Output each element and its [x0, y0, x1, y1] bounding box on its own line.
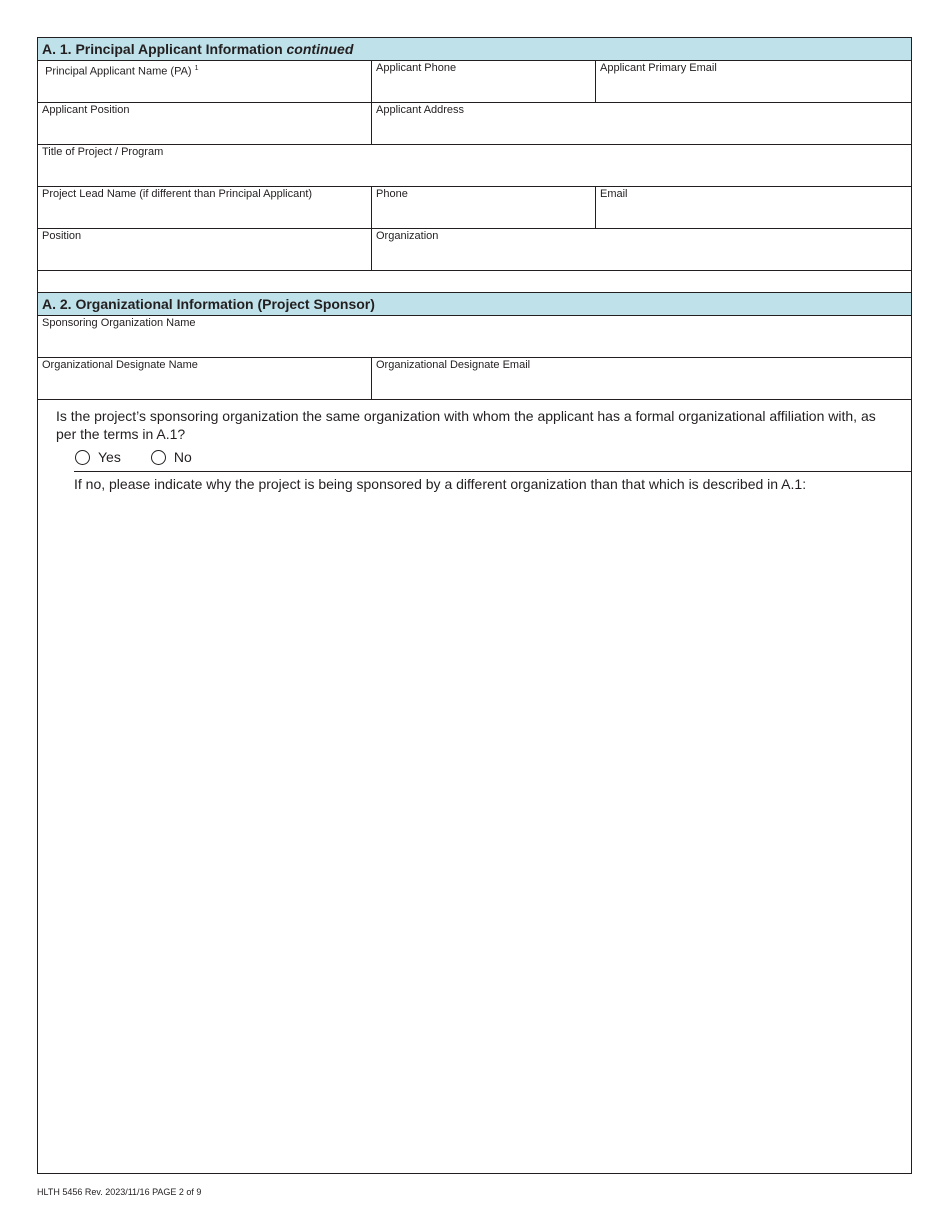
- row-applicant-position: [38, 103, 911, 145]
- footnote-marker: 1: [194, 65, 199, 72]
- application-form: [37, 37, 912, 1174]
- radio-circle-icon[interactable]: [151, 450, 166, 465]
- applicant-position-field[interactable]: [38, 103, 372, 144]
- sponsor-question: Is the project’s sponsoring organization the same organization with whom the applicant has a formal organizational affiliation with, as per the terms in A.1?: [56, 408, 876, 442]
- radio-no[interactable]: [151, 449, 192, 465]
- section-a1-header: [38, 38, 911, 61]
- lead-organization-input[interactable]: [376, 247, 907, 267]
- sponsor-org-name-input[interactable]: [42, 334, 907, 354]
- applicant-email-label: Applicant Primary Email: [600, 62, 717, 74]
- project-lead-name-input[interactable]: [42, 205, 367, 225]
- applicant-phone-label: Applicant Phone: [376, 62, 457, 74]
- row-project-lead: [38, 187, 911, 229]
- project-title-label: Title of Project / Program: [42, 146, 164, 158]
- follow-up-answer-textarea[interactable]: [74, 493, 905, 1147]
- lead-email-field[interactable]: [596, 187, 911, 228]
- lead-position-field[interactable]: [38, 229, 372, 270]
- principal-name-field[interactable]: [38, 61, 372, 102]
- sponsor-org-name-field[interactable]: [38, 316, 911, 357]
- section-a1-title-suffix: continued: [286, 41, 354, 57]
- sponsor-org-name-label: Sponsoring Organization Name: [42, 317, 196, 329]
- applicant-address-label: Applicant Address: [376, 104, 465, 116]
- lead-email-label: Email: [600, 188, 628, 200]
- lead-email-input[interactable]: [600, 205, 907, 225]
- applicant-address-field[interactable]: [372, 103, 911, 144]
- row-lead-position: [38, 229, 911, 271]
- applicant-address-input[interactable]: [376, 121, 907, 141]
- radio-yes-label: Yes: [98, 449, 121, 465]
- lead-phone-input[interactable]: [376, 205, 591, 225]
- section-a1-title: A. 1. Principal Applicant Information: [42, 41, 283, 57]
- sponsor-same-radio-group: [38, 443, 911, 471]
- radio-circle-icon[interactable]: [75, 450, 90, 465]
- section-a2-title: A. 2. Organizational Information (Project Sponsor): [42, 296, 375, 312]
- lead-organization-field[interactable]: [372, 229, 911, 270]
- lead-phone-field[interactable]: [372, 187, 596, 228]
- lead-position-label: Position: [42, 230, 82, 242]
- designate-email-field[interactable]: [372, 358, 911, 399]
- applicant-email-field[interactable]: [596, 61, 911, 102]
- follow-up-prompt: If no, please indicate why the project is being sponsored by a different organization than that which is described in A.1:: [74, 471, 911, 493]
- project-title-field[interactable]: [38, 145, 911, 186]
- principal-name-input[interactable]: [42, 79, 367, 99]
- applicant-position-label: Applicant Position: [42, 104, 130, 116]
- row-designate: [38, 358, 911, 400]
- row-applicant-contact: [38, 61, 911, 103]
- project-lead-name-label: Project Lead Name (if different than Principal Applicant): [42, 188, 313, 200]
- project-title-input[interactable]: [42, 163, 907, 183]
- designate-name-field[interactable]: [38, 358, 372, 399]
- applicant-phone-input[interactable]: [376, 79, 591, 99]
- section-a2-header: [38, 293, 911, 316]
- row-sponsor-org: [38, 316, 911, 358]
- spacer-row: [38, 271, 911, 293]
- designate-name-input[interactable]: [42, 376, 367, 396]
- row-project-title: [38, 145, 911, 187]
- project-lead-name-field[interactable]: [38, 187, 372, 228]
- applicant-email-input[interactable]: [600, 79, 907, 99]
- designate-name-label: Organizational Designate Name: [42, 359, 198, 371]
- applicant-phone-field[interactable]: [372, 61, 596, 102]
- page-footer: HLTH 5456 Rev. 2023/11/16 PAGE 2 of 9: [37, 1187, 202, 1197]
- designate-email-input[interactable]: [376, 376, 907, 396]
- principal-name-label: Principal Applicant Name (PA) $^1$: [45, 65, 199, 78]
- lead-phone-label: Phone: [376, 188, 408, 200]
- lead-organization-label: Organization: [376, 230, 439, 242]
- radio-no-label: No: [173, 449, 192, 465]
- applicant-position-input[interactable]: [42, 121, 367, 141]
- designate-email-label: Organizational Designate Email: [376, 359, 531, 371]
- radio-yes[interactable]: [75, 449, 121, 465]
- lead-position-input[interactable]: [42, 247, 367, 267]
